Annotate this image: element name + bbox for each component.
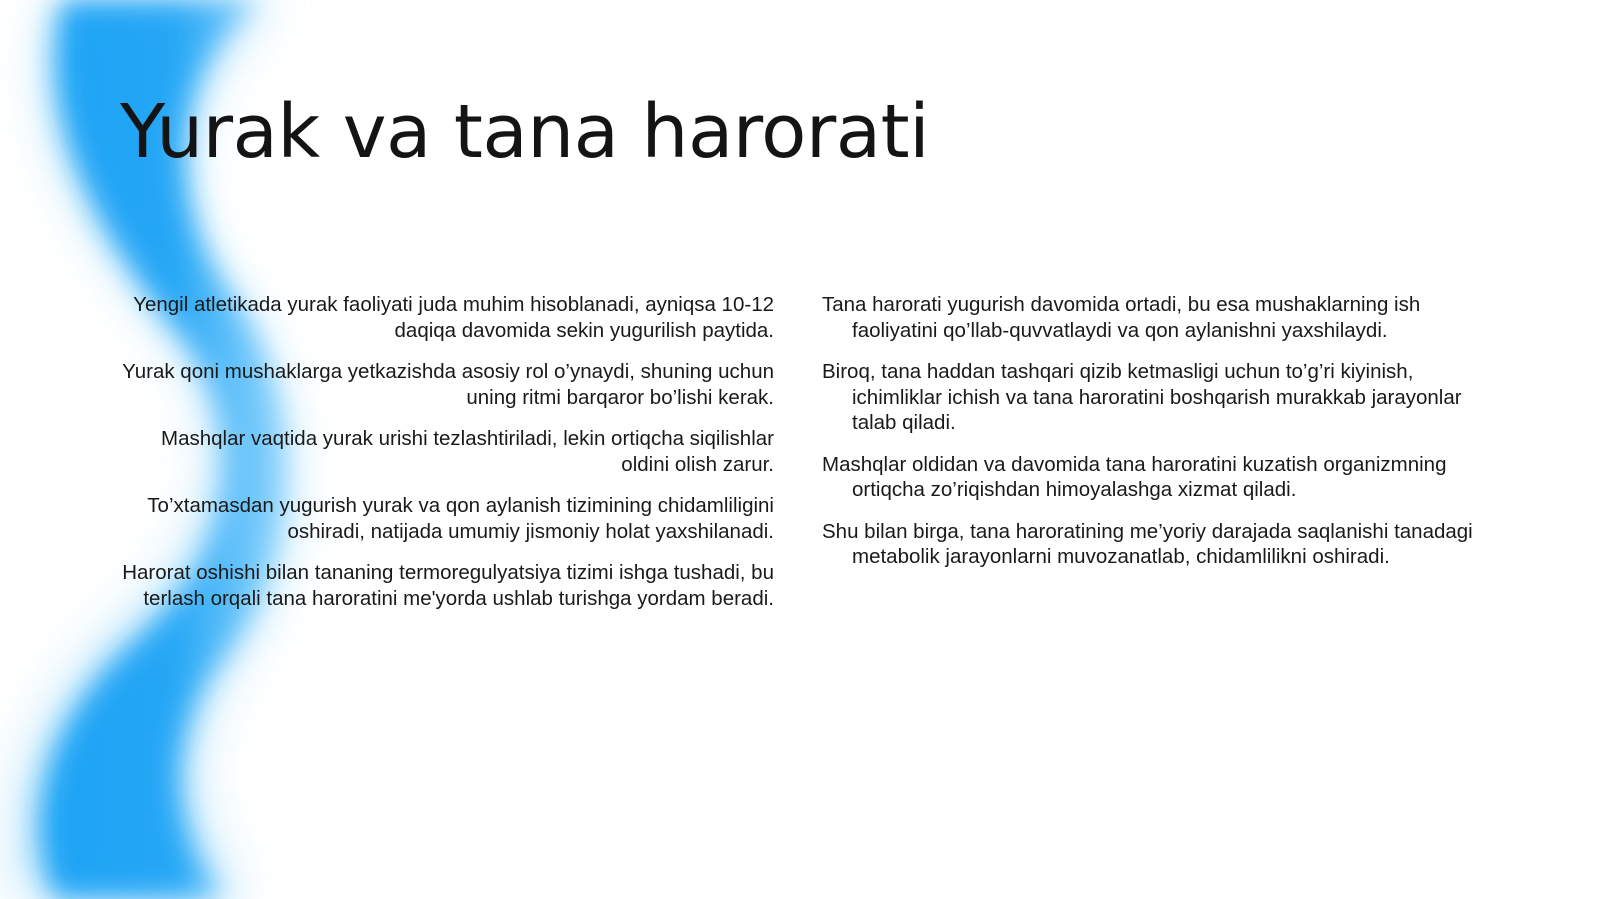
left-paragraph: Yurak qoni mushaklarga yetkazishda asosiy rol o’ynaydi, shuning uchun uning ritmi barqaror bo’lishi kerak. [122,360,774,409]
left-text-column [120,292,774,627]
right-text-column [822,292,1482,586]
right-paragraph: Biroq, tana haddan tashqari qizib ketmasligi uchun to’g’ri kiyinish, ichimliklar ichish va tana haroratini boshqarish murakkab jarayonlar talab qiladi. [822,360,1462,434]
left-paragraph: Yengil atletikada yurak faoliyati juda muhim hisoblanadi, ayniqsa 10-12 daqiqa davomida sekin yugurilish paytida. [133,293,774,342]
right-paragraph: Tana harorati yugurish davomida ortadi, bu esa mushaklarning ish faoliyatini qo’llab-quvvatlaydi va qon aylanishni yaxshilaydi. [822,293,1421,342]
left-paragraph: Mashqlar vaqtida yurak urishi tezlashtiriladi, lekin ortiqcha siqilishlar oldini olish zarur. [161,427,774,476]
slide-title: Yurak va tana harorati [120,89,930,175]
right-paragraph: Mashqlar oldidan va davomida tana haroratini kuzatish organizmning ortiqcha zo’riqishdan himoyalashga xizmat qiladi. [822,452,1447,501]
left-paragraph: To’xtamasdan yugurish yurak va qon aylanish tizimining chidamliligini oshiradi, natijada umumiy jismoniy holat yaxshilanadi. [147,494,774,543]
left-paragraph: Harorat oshishi bilan tananing termoregulyatsiya tizimi ishga tushadi, bu terlash orqali tana haroratini me'yorda ushlab turishga yordam beradi. [122,561,774,610]
right-paragraph: Shu bilan birga, tana haroratining me’yoriy darajada saqlanishi tanadagi metabolik jarayonlarni muvozanatlab, chidamlilikni oshiradi. [822,519,1473,568]
